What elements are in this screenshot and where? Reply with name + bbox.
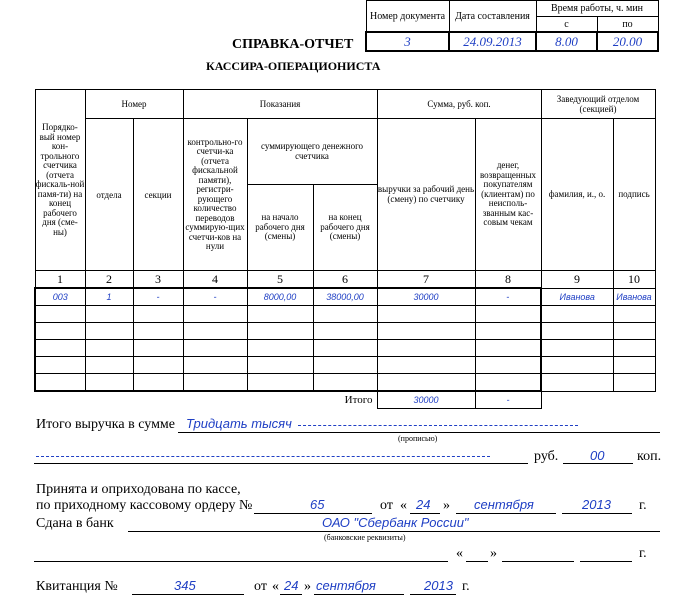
kop-line [563,463,633,464]
receipt-from-label: от [254,579,267,594]
bank-month-line [502,561,574,562]
column-number: 4 [183,271,247,289]
column-number: 8 [475,271,541,289]
cell-returned[interactable]: - [475,288,541,306]
kop-value[interactable]: 00 [590,448,605,463]
receipt-day[interactable]: 24 [284,578,299,593]
summing-counter-header: суммирующего денежного счетчика [247,119,377,185]
cell-control-counter[interactable]: - [183,288,247,306]
order-year-line [562,513,632,514]
bank-quote-open: « [456,546,463,561]
date-header: Дата составления [449,1,536,33]
title-line2: КАССИРА-ОПЕРАЦИОНИСТА [206,59,381,73]
table-row [35,288,655,306]
receipt-month[interactable]: сентября [316,578,376,593]
time-to-header: по [597,17,658,33]
time-to-value[interactable]: 20.00 [597,32,658,51]
readings-table [34,89,656,409]
sum-header: Сумма, руб. коп. [377,90,541,119]
bank-day-line [466,561,488,562]
time-from-value[interactable]: 8.00 [536,32,597,51]
doc-number-value[interactable]: 3 [366,32,449,51]
table-row [35,306,655,323]
column-number: 6 [313,271,377,289]
order-year[interactable]: 2013 [582,497,611,512]
manager-header: Заведующий отделом (секцией) [541,90,655,119]
accepted-line2: по приходному кассовому ордеру № [36,498,253,513]
signature-header: подпись [613,119,655,271]
title-line1: СПРАВКА-ОТЧЕТ [232,37,354,52]
control-counter-header: контрольно-го счетчи-ка (отчета фискальной памяти), регистри-рующего количество переводов суммирую-щих счетчи-ков на нули [183,119,247,271]
number-header: Номер [85,90,183,119]
document-header-table [365,0,659,52]
receipt-year-line [410,594,456,595]
bank-name[interactable]: ОАО "Сбербанк России" [322,515,469,530]
work-time-header: Время работы, ч. мин [536,1,658,17]
start-of-day-header: на начало рабочего дня (смены) [247,185,313,271]
revenue-label: Итого выручка в сумме [36,417,176,432]
order-from-label: от [380,498,393,513]
total-label: Итого [344,394,373,407]
surname-header: фамилия, и., о. [541,119,613,271]
bank-year-suffix: г. [639,546,647,561]
column-number: 9 [541,271,613,289]
receipt-quote-close: » [304,579,311,594]
receipt-number[interactable]: 345 [174,578,196,593]
returned-header: денег, возвращенных покупателям (клиентам) по неисполь-званным кас-совым чекам [475,119,541,271]
receipt-number-line [132,594,244,595]
receipt-month-line [314,594,404,595]
ordinal-header: Порядко-вый номер кон-трольного счетчика (отчета фискаль-ной памя-ти) на конец рабочего дня (сме-ны) [35,90,85,271]
bank-label: Сдана в банк [36,516,114,531]
doc-number-header: Номер документа [366,1,449,33]
column-number: 5 [247,271,313,289]
column-number: 3 [133,271,183,289]
rub-label: руб. [534,449,559,464]
department-header: отдела [85,119,133,271]
revenue-words-line [178,432,660,433]
accepted-line1: Принята и оприходована по кассе, [36,482,241,497]
receipt-label: Квитанция № [36,579,118,594]
column-number: 2 [85,271,133,289]
revenue-words-fill-2 [36,456,490,457]
time-from-header: с [536,17,597,33]
receipt-day-line [280,594,302,595]
kop-label: коп. [637,449,662,464]
total-returned[interactable]: - [475,391,541,409]
table-row [35,374,655,392]
column-number: 7 [377,271,475,289]
bank-caption: (банковские реквизиты) [324,533,406,542]
revenue-words-fill [298,425,578,426]
order-month[interactable]: сентября [474,497,534,512]
order-number[interactable]: 65 [310,497,325,512]
receipt-quote-open: « [272,579,279,594]
cell-ordinal[interactable]: 003 [35,288,85,306]
revenue-header: выручки за рабочий день (смену) по счетчику [377,119,475,271]
table-row [35,340,655,357]
order-quote-open: « [400,498,407,513]
bank-line [128,531,660,532]
order-quote-close: » [443,498,450,513]
bank-quote-close: » [490,546,497,561]
cell-signature[interactable]: Иванова [613,288,655,306]
cell-end-of-day[interactable]: 38000,00 [313,288,377,306]
column-number: 1 [35,271,85,289]
cell-department[interactable]: 1 [85,288,133,306]
cell-revenue[interactable]: 30000 [377,288,475,306]
end-of-day-header: на конец рабочего дня (смены) [313,185,377,271]
order-year-suffix: г. [639,498,647,513]
table-row [35,357,655,374]
order-number-line [254,513,372,514]
section-header: секции [133,119,183,271]
receipt-year[interactable]: 2013 [424,578,453,593]
cell-section[interactable]: - [133,288,183,306]
bank-year-line [580,561,632,562]
total-row [35,391,655,409]
date-value[interactable]: 24.09.2013 [449,32,536,51]
in-words-caption: (прописью) [398,434,438,443]
bank-line-2 [34,561,448,562]
order-day-line [410,513,440,514]
total-revenue[interactable]: 30000 [377,391,475,409]
revenue-words[interactable]: Тридцать тысяч [186,416,292,431]
cell-surname[interactable]: Иванова [541,288,613,306]
order-month-line [456,513,556,514]
order-day[interactable]: 24 [416,497,431,512]
column-number: 10 [613,271,655,289]
receipt-year-suffix: г. [462,579,470,594]
cell-start-of-day[interactable]: 8000,00 [247,288,313,306]
table-row [35,323,655,340]
revenue-words-line-2 [34,463,528,464]
readings-header: Показания [183,90,377,119]
